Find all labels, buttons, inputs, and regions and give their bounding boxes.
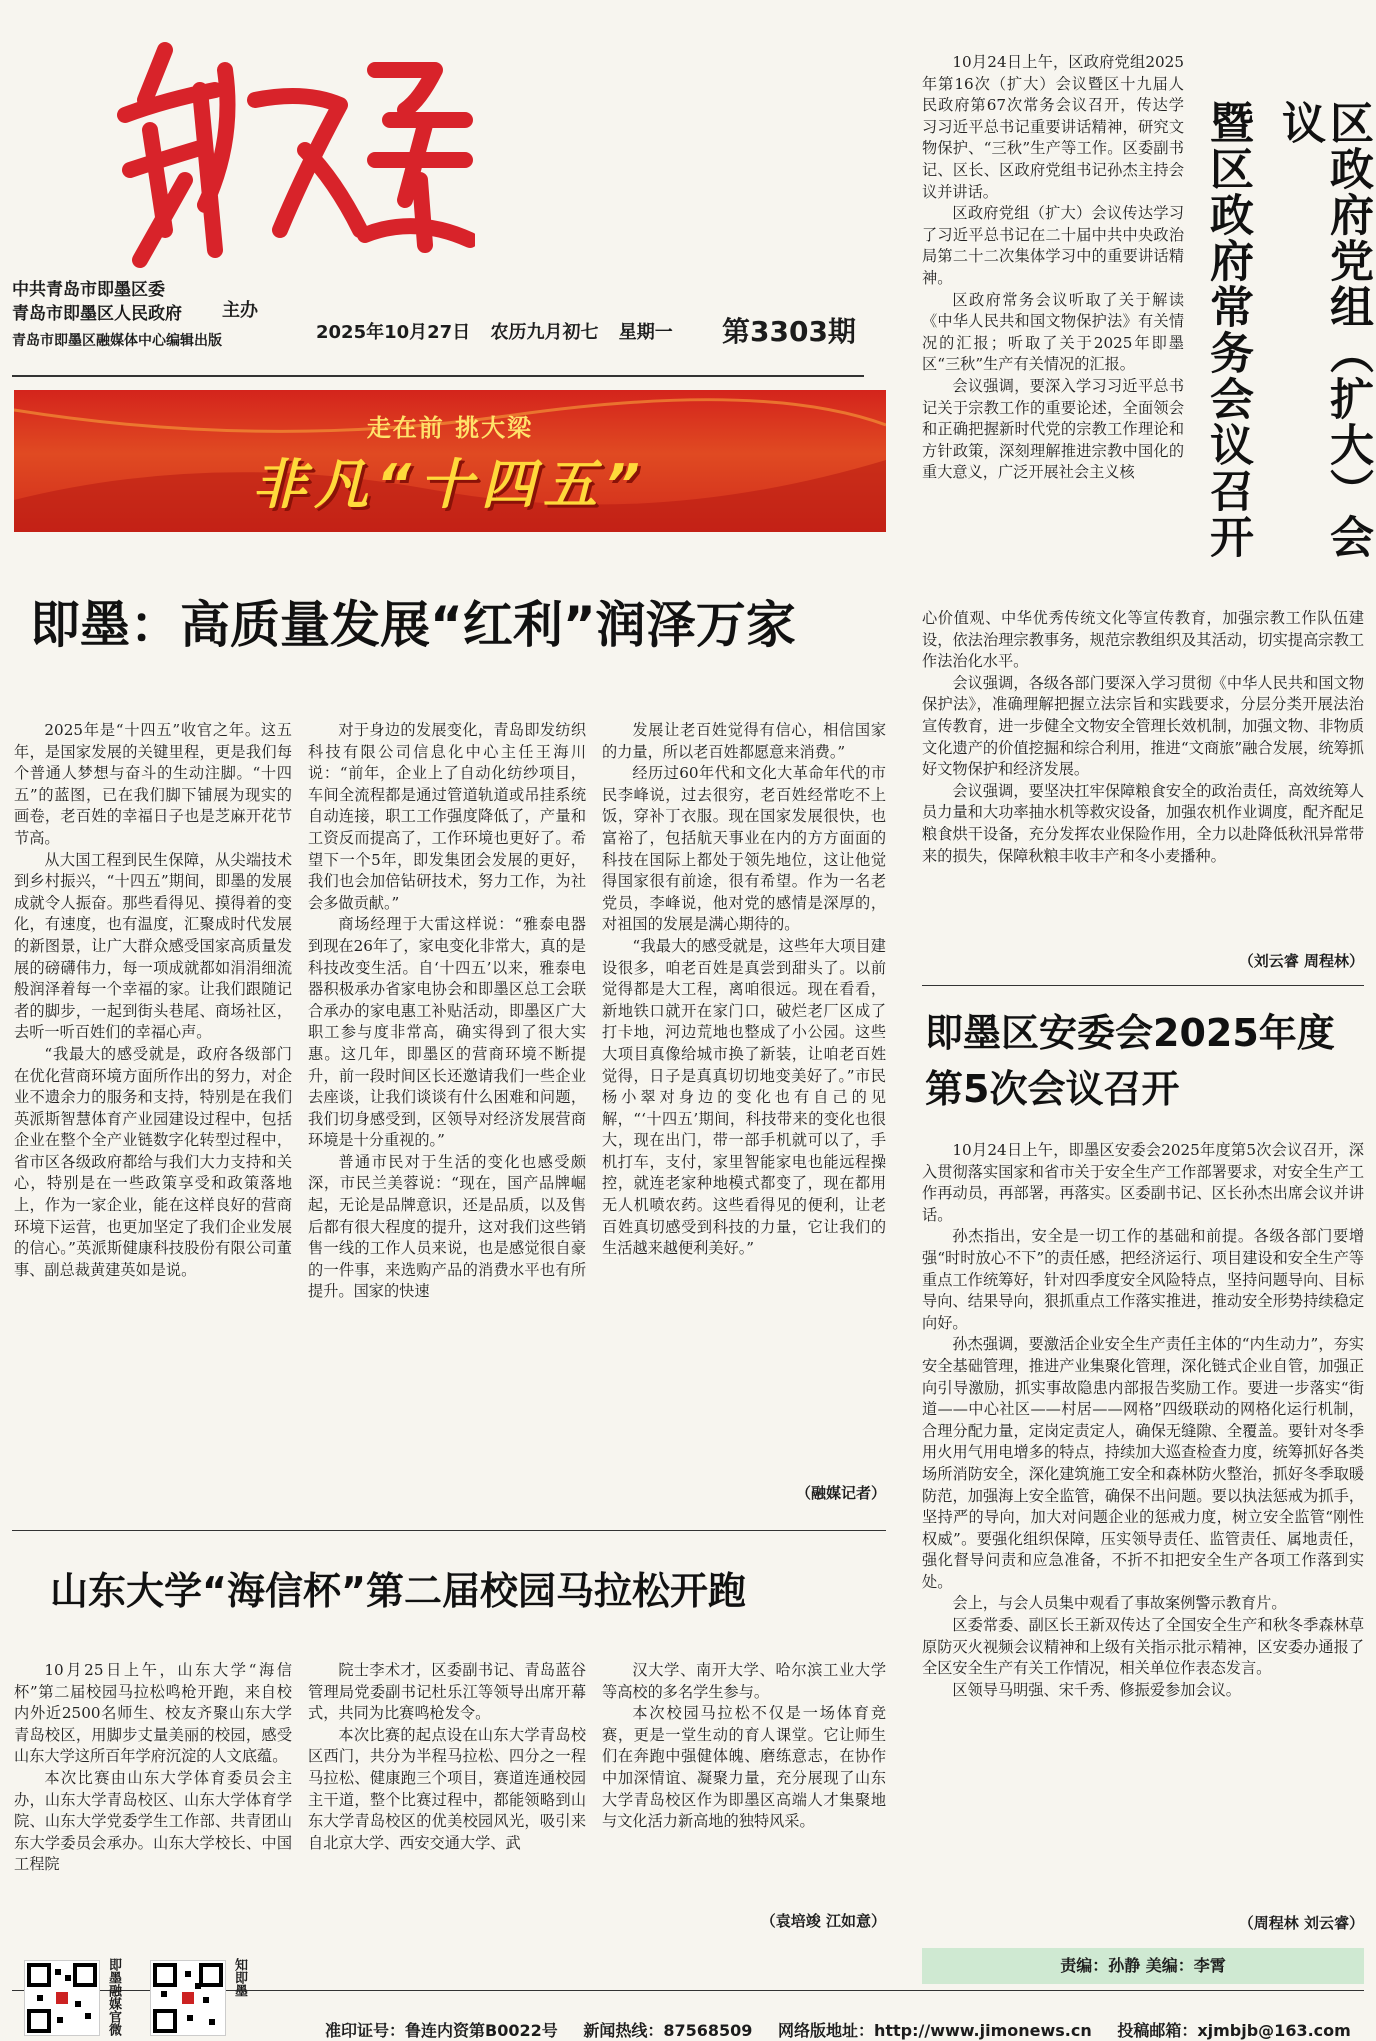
qr-label: 知即墨 (232, 1958, 247, 1997)
paragraph: 发展让老百姓觉得有信心，相信国家的力量，所以老百姓都愿意来消费。” (602, 721, 886, 761)
news-hotline: 新闻热线：87568509 (583, 2021, 753, 2040)
paragraph: 商场经理于大雷这样说：“雅泰电器到现在26年了，家电变化非常大，真的是科技改变生活。自‘十四五’以来，雅泰电器积极承办省家电协会和即墨区总工会联合承办的家电惠工补贴活动，即墨区广大职工参与度非常高，确实得到了很大实惠。这几年，即墨区的营商环境不断提升，前一段时间区长还邀请我们一些企业去座谈，让我们谈谈有什么困难和问题，我们切身感受到，区领导对经济发展营商环境是十分重视的。” (308, 915, 586, 1150)
paragraph: 孙杰强调，要激活企业安全生产责任主体的“内生动力”，夯实安全基础管理，推进产业集聚化管理，深化链式企业自管，加强正向引导激励，抓实事故隐患内部报告奖励工作。要进一步落实“街道——中心社区——村居——网格”四级联动的网格化运行机制，合理分配力量，定岗定责定人，确保无缝隙、全覆盖。要针对冬季用火用气用电增多的特点，持续加大巡查检查力度，统筹抓好各类场所消防安全，深化建筑施工安全和森林防火整治，抓好冬季取暖防范，加强海上安全监管，确保不出问题。要以执法惩戒为抓手，坚持严的导向，加大对问题企业的惩戒力度，树立安全监管“刚性权威”。要强化组织保障，压实领导责任、监管责任、属地责任，强化督导问责和应急准备，不折不扣把安全生产各项工作落到实处。 (922, 1335, 1364, 1591)
submission-email[interactable]: 投稿邮箱：xjmbjb@163.com (1117, 2021, 1351, 2040)
article1-column (602, 720, 886, 1260)
article3-headline-line1: 区政府党组（扩大）会议 (1274, 100, 1373, 560)
footer-info (325, 2018, 1371, 2041)
paragraph: 会议强调，要深入学习习近平总书记关于宗教工作的重要论述，全面领会和正确把握新时代党的宗教工作理论和方针政策，深刻理解推进宗教中国化的重大意义，广泛开展社会主义核 (922, 376, 1184, 482)
paragraph: “我最大的感受就是，政府各级部门在优化营商环境方面所作出的努力，对企业不遗余力的服务和支持，特别是在我们英派斯智慧体育产业园建设过程中，包括企业在整个全产业链数字化转型过程中，省市区各级政府都给与我们大力支持和关心，特别是在一些政策享受和政策落地上，作为一家企业，能在这样良好的营商环境下运营，也更加坚定了我们企业发展的信心。”英派斯健康科技股份有限公司董事、副总裁黄建英如是说。 (14, 1044, 292, 1279)
qr-pattern-icon (25, 1961, 99, 2035)
lunar-date: 农历九月初七 (490, 322, 599, 343)
website-link[interactable]: 网络版地址：http://www.jimonews.cn (777, 2021, 1092, 2040)
newspaper-logo (105, 30, 475, 275)
article2-byline: （袁培竣 江如意） (760, 1912, 886, 1930)
organizer-line: 中共青岛市即墨区委 (12, 280, 165, 300)
banner-title: 非凡“十四五” (252, 453, 648, 516)
article2-headline: 山东大学“海信杯”第二届校园马拉松开跑 (50, 1569, 746, 1613)
article3-headline-line2: 暨区政府常务会议召开 (1202, 100, 1253, 560)
article3-wide-column (922, 608, 1364, 867)
paragraph: 会上，与会人员集中观看了事故案例警示教育片。 (952, 1594, 1287, 1613)
paragraph: 区委常委、副区长王新双传达了全国安全生产和秋冬季森林草原防灭火视频会议精神和上级有关指示批示精神，区安委办通报了全区安全生产有关工作情况，相关单位作表态发言。 (922, 1616, 1364, 1678)
organizer-line: 青岛市即墨区人民政府 (12, 304, 182, 324)
article4-headline (925, 1005, 1335, 1117)
paragraph: 从大国工程到民生保障，从尖端技术到乡村振兴，“十四五”期间，即墨的发展成就令人振奋。那些看得见、摸得着的变化，有速度，也有温度，汇聚成时代发展的新图景，让广大群众感受国家高质量发展的磅礴伟力，每一项成就都如涓涓细流般润泽着每一个幸福的家。让我们跟随记者的脚步，一起到街头巷尾、商场社区，去听一听百姓们的幸福心声。 (14, 850, 292, 1042)
section-divider (12, 1530, 886, 1531)
qr-label: 即墨融媒官微 (106, 1958, 121, 2036)
paragraph: “我最大的感受就是，这些年大项目建设很多，咱老百姓是真尝到甜头了。以前觉得都是大工程，离咱很远。现在看看，新地铁口就开在家门口，破烂老厂区成了打卡地，河边荒地也整成了小公园。这些大项目真像给城市换了新装，让咱老百姓觉得，日子是真真切切地变美好了。”市民杨小翠对身边的变化也有自己的见解，“‘十四五’期间，科技带来的变化也很大，现在出门，带一部手机就可以了，手机打车，支付，家里智能家电也能远程操控，就连老家种地模式都变了，现在都用无人机喷农药。这些看得见的便利，让老百姓真切感受到科技的力量，它让我们的生活越来越便利美好。” (602, 936, 886, 1258)
section-divider (922, 985, 1364, 986)
dateline (316, 318, 687, 344)
banner-subtitle: 走在前 挑大梁 (366, 414, 534, 442)
paragraph: 会议强调，要坚决扛牢保障粮食安全的政治责任，高效统筹人员力量和大功率抽水机等救灾设备，加强农机作业调度，配齐配足粮食烘干设备，充分发挥农业保险作用，全力以赴降低秋汛异常带来的损失，保障秋粮丰收丰产和冬小麦播种。 (922, 781, 1364, 865)
article3-byline: （刘云睿 周程林） (1238, 952, 1364, 970)
article1-headline: 即墨：高质量发展“红利”润泽万家 (30, 596, 796, 654)
paragraph: 普通市民对于生活的变化也感受颇深，市民兰美蓉说：“现在，国产品牌崛起，无论是品牌意识，还是品质，以及售后都有很大程度的提升，这对我们这些销售一线的工作人员来说，也是感觉很自豪的一件事，来选购产品的消费水平也有所提升。国家的快速 (308, 1152, 586, 1301)
article4-byline: （周程林 刘云睿） (1238, 1914, 1364, 1932)
article1-byline: （融媒记者） (795, 1484, 886, 1502)
masthead-divider (12, 375, 864, 377)
host-label: 主办 (222, 300, 258, 321)
paragraph: 院士李术才，区委副书记、青岛蓝谷管理局党委副书记杜乐江等领导出席开幕式，共同为比赛鸣枪发令。 (308, 1661, 586, 1723)
paragraph: 区政府常务会议听取了关于解读《中华人民共和国文物保护法》有关情况的汇报；听取了关于2025年即墨区“三秋”生产有关情况的汇报。 (922, 290, 1184, 374)
article3-narrow-column (922, 52, 1184, 484)
editorial-credit: 青岛市即墨区融媒体中心编辑出版 (12, 333, 222, 349)
editor-credit-bar: 责编：孙静 美编：李霄 (922, 1948, 1364, 1984)
app-qr-code (150, 1960, 226, 2036)
paragraph: 本次比赛由山东大学体育委员会主办，山东大学青岛校区、山东大学体育学院、山东大学党委学生工作部、共青团山东大学委员会承办。山东大学校长、中国工程院 (14, 1768, 292, 1874)
article4-column (922, 1140, 1364, 1701)
paragraph: 10月24日上午，即墨区安委会2025年度第5次会议召开，深入贯彻落实国家和省市关于安全生产工作部署要求，对安全生产工作再动员，再部署，再落实。区委副书记、区长孙杰出席会议并讲话。 (922, 1141, 1364, 1224)
paragraph: 10月24日上午，区政府党组2025年第16次（扩大）会议暨区十九届人民政府第67次常务会议召开，传达学习习近平总书记重要讲话精神，研究文物保护、“三秋”生产等工作。区委副书记、区长、区政府党组书记孙杰主持会议并讲话。 (922, 53, 1184, 201)
paragraph: 会议强调，各级各部门要深入学习贯彻《中华人民共和国文物保护法》，准确理解把握立法宗旨和实践要求，分层分类开展法治宣传教育，进一步健全文物安全管理长效机制，加强文物、非物质文化遗产的价值挖掘和综合利用，推进“文商旅”融合发展，统筹抓好文物保护和经济发展。 (922, 673, 1364, 779)
paragraph: 本次比赛的起点设在山东大学青岛校区西门，共分为半程马拉松、四分之一程马拉松、健康跑三个项目，赛道连通校园主干道，整个比赛过程中，都能领略到山东大学青岛校区的优美校园风光，吸引来自北京大学、西安交通大学、武 (308, 1725, 586, 1852)
paragraph: 经历过60年代和文化大革命年代的市民李峰说，过去很穷，老百姓经常吃不上饭，穿补丁衣服。现在国家发展很快，也富裕了，包括航天事业在内的方方面面的科技在国际上都处于领先地位，这让他觉得国家很有前途，很有希望。作为一名老党员，李峰说，他对党的感情是深厚的，对祖国的发展是满心期待的。 (602, 764, 886, 934)
paragraph: 对于身边的发展变化，青岛即发纺织科技有限公司信息化中心主任王海川说：“前年，企业上了自动化纺纱项目，车间全流程都是通过管道轨道或吊挂系统自动连接，职工工作强度降低了，产量和工资反而提高了，工作环境也更好了。希望下一个5年，即发集团会发展的更好，我们也会加倍钻研技术，努力工作，为社会多做贡献。” (308, 721, 586, 912)
organizer-block (12, 278, 182, 326)
article1-column (14, 720, 292, 1281)
feature-banner (14, 390, 886, 532)
article2-column (14, 1660, 292, 1876)
paragraph: 心价值观、中华优秀传统文化等宣传教育，加强宗教工作队伍建设，依法治理宗教事务，规范宗教组织及其活动，切实提高宗教工作法治化水平。 (922, 609, 1364, 671)
weekday: 星期一 (618, 322, 673, 343)
paragraph: 本次校园马拉松不仅是一场体育竞赛，更是一堂生动的育人课堂。它让师生们在奔跑中强健体魄、磨练意志，在协作中加深情谊、凝聚力量，充分展现了山东大学青岛校区作为即墨区高端人才集聚地与文化活力新高地的独特风采。 (602, 1704, 886, 1831)
issue-number: 第3303期 (722, 315, 856, 348)
headline-line: 即墨区安委会2025年度 (925, 1011, 1335, 1055)
print-permit: 准印证号：鲁连内资第B0022号 (325, 2021, 558, 2040)
article1-column (308, 720, 586, 1303)
paragraph: 孙杰指出，安全是一切工作的基础和前提。各级各部门要增强“时时放心不下”的责任感，把经济运行、项目建设和安全生产等重点工作统筹好，针对四季度安全风险特点，坚持问题导向、目标导向、结果导向，狠抓重点工作落实推进，推动安全形势持续稳定向好。 (922, 1227, 1364, 1332)
paragraph: 区政府党组（扩大）会议传达学习了习近平总书记在二十届中共中央政治局第二十二次集体学习中的重要讲话精神。 (922, 204, 1184, 287)
paragraph: 2025年是“十四五”收官之年。这五年，是国家发展的关键里程，更是我们每个普通人梦想与奋斗的生动注脚。“十四五”的蓝图，已在我们脚下铺展为现实的画卷，老百姓的幸福日子也是芝麻开花节节高。 (14, 721, 292, 847)
paragraph: 汉大学、南开大学、哈尔滨工业大学等高校的多名学生参与。 (602, 1661, 886, 1701)
issue-date: 2025年10月27日 (316, 322, 471, 343)
paragraph: 区领导马明强、宋千秀、修振爱参加会议。 (952, 1680, 1241, 1699)
article2-column (602, 1660, 886, 1833)
qr-pattern-icon (151, 1961, 225, 2035)
headline-line: 第5次会议召开 (925, 1067, 1180, 1111)
article2-column (308, 1660, 586, 1854)
wechat-qr-code (24, 1960, 100, 2036)
paragraph: 10月25日上午，山东大学“海信杯”第二届校园马拉松鸣枪开跑，来自校内外近2500名师生、校友齐聚山东大学青岛校区，用脚步丈量美丽的校园，感受山东大学这所百年学府沉淀的人文底蕴。 (14, 1661, 292, 1766)
